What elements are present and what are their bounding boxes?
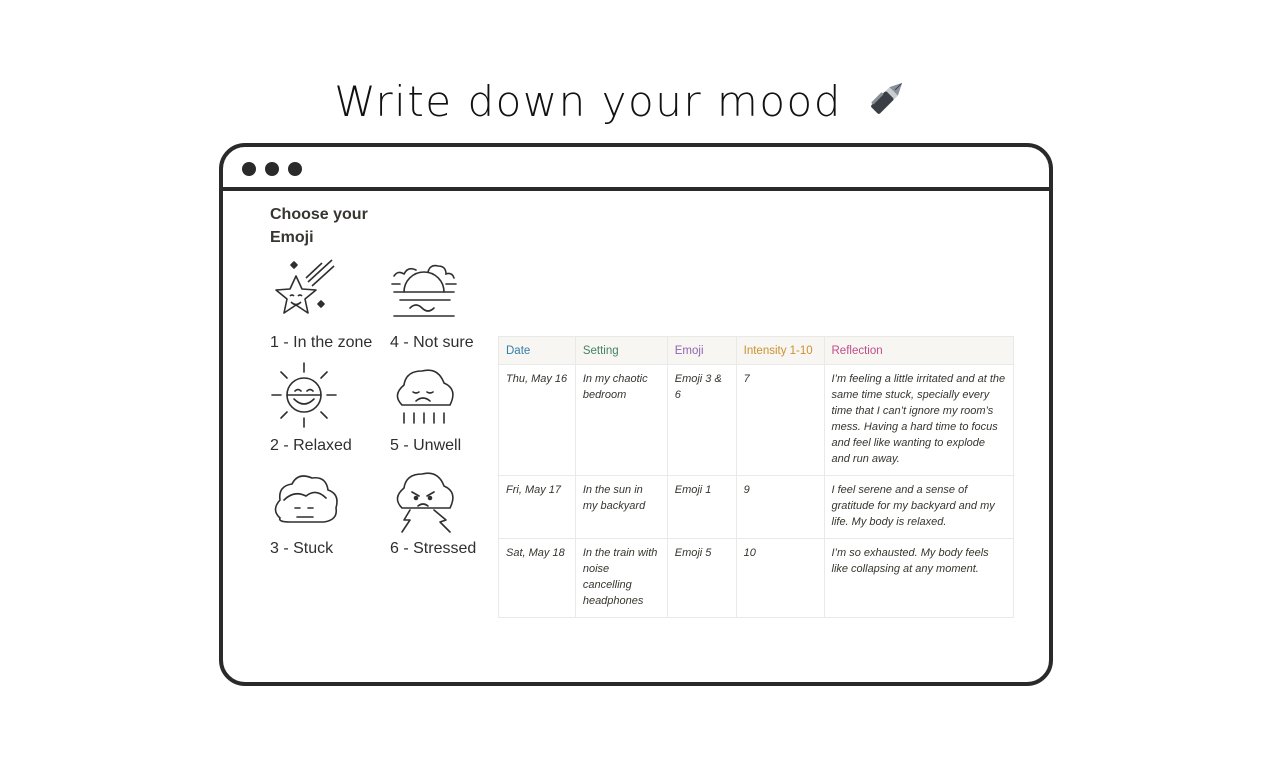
cell-reflection[interactable]: I feel serene and a sense of gratitude for my backyard and my life. My body is relaxed. xyxy=(824,476,1014,539)
cell-emoji[interactable]: Emoji 3 & 6 xyxy=(667,365,736,476)
cell-date[interactable]: Sat, May 18 xyxy=(499,539,576,618)
page-headline xyxy=(0,74,1245,130)
sun-icon xyxy=(270,361,340,431)
cell-reflection[interactable]: I’m so exhausted. My body feels like collapsing at any moment. xyxy=(824,539,1014,618)
cell-intensity[interactable]: 10 xyxy=(736,539,824,618)
emoji-label: 5 - Unwell xyxy=(390,437,462,454)
emoji-label: 6 - Stressed xyxy=(390,540,477,557)
fountain-pen-icon xyxy=(865,74,911,130)
emoji-item xyxy=(390,468,510,558)
header-reflection[interactable]: Reflection xyxy=(824,337,1014,365)
cell-setting[interactable]: In the sun in my backyard xyxy=(575,476,667,539)
cell-emoji[interactable]: Emoji 1 xyxy=(667,476,736,539)
header-date[interactable]: Date xyxy=(499,337,576,365)
table-row xyxy=(499,365,1014,476)
emoji-legend xyxy=(260,198,518,593)
emoji-item xyxy=(270,468,390,558)
emoji-label: 4 - Not sure xyxy=(390,334,474,351)
cell-intensity[interactable]: 9 xyxy=(736,476,824,539)
emoji-legend-title: Choose your Emoji xyxy=(270,206,368,246)
foggy-sun-icon xyxy=(390,258,460,328)
emoji-item xyxy=(270,361,390,455)
cell-reflection[interactable]: I’m feeling a little irritated and at the same time stuck, specially every time that I can’t ignore my room’s mess. Having a hard time to focus and feel like wanting to explode and run away. xyxy=(824,365,1014,476)
browser-window xyxy=(219,143,1053,686)
cell-emoji[interactable]: Emoji 5 xyxy=(667,539,736,618)
emoji-item xyxy=(270,258,390,352)
emoji-item xyxy=(390,258,510,352)
star-icon xyxy=(270,258,340,328)
storm-cloud-icon xyxy=(390,468,460,534)
table-row xyxy=(499,476,1014,539)
cloud-icon xyxy=(270,468,340,534)
window-dot[interactable] xyxy=(242,162,256,176)
cell-date[interactable]: Thu, May 16 xyxy=(499,365,576,476)
emoji-item xyxy=(390,361,510,455)
cell-setting[interactable]: In my chaotic bedroom xyxy=(575,365,667,476)
emoji-label: 2 - Relaxed xyxy=(270,437,352,454)
cell-date[interactable]: Fri, May 17 xyxy=(499,476,576,539)
window-dot[interactable] xyxy=(288,162,302,176)
rain-cloud-icon xyxy=(390,361,460,431)
browser-title-bar xyxy=(223,147,1049,191)
headline-text: Write down your mood xyxy=(334,77,842,126)
cell-setting[interactable]: In the train with noise cancelling headphones xyxy=(575,539,667,618)
cell-intensity[interactable]: 7 xyxy=(736,365,824,476)
header-intensity[interactable]: Intensity 1-10 xyxy=(736,337,824,365)
header-emoji[interactable]: Emoji xyxy=(667,337,736,365)
emoji-label: 1 - In the zone xyxy=(270,334,373,351)
table-header-row xyxy=(499,337,1014,365)
table-row xyxy=(499,539,1014,618)
mood-table xyxy=(498,336,1014,618)
window-dot[interactable] xyxy=(265,162,279,176)
header-setting[interactable]: Setting xyxy=(575,337,667,365)
emoji-label: 3 - Stuck xyxy=(270,540,334,557)
